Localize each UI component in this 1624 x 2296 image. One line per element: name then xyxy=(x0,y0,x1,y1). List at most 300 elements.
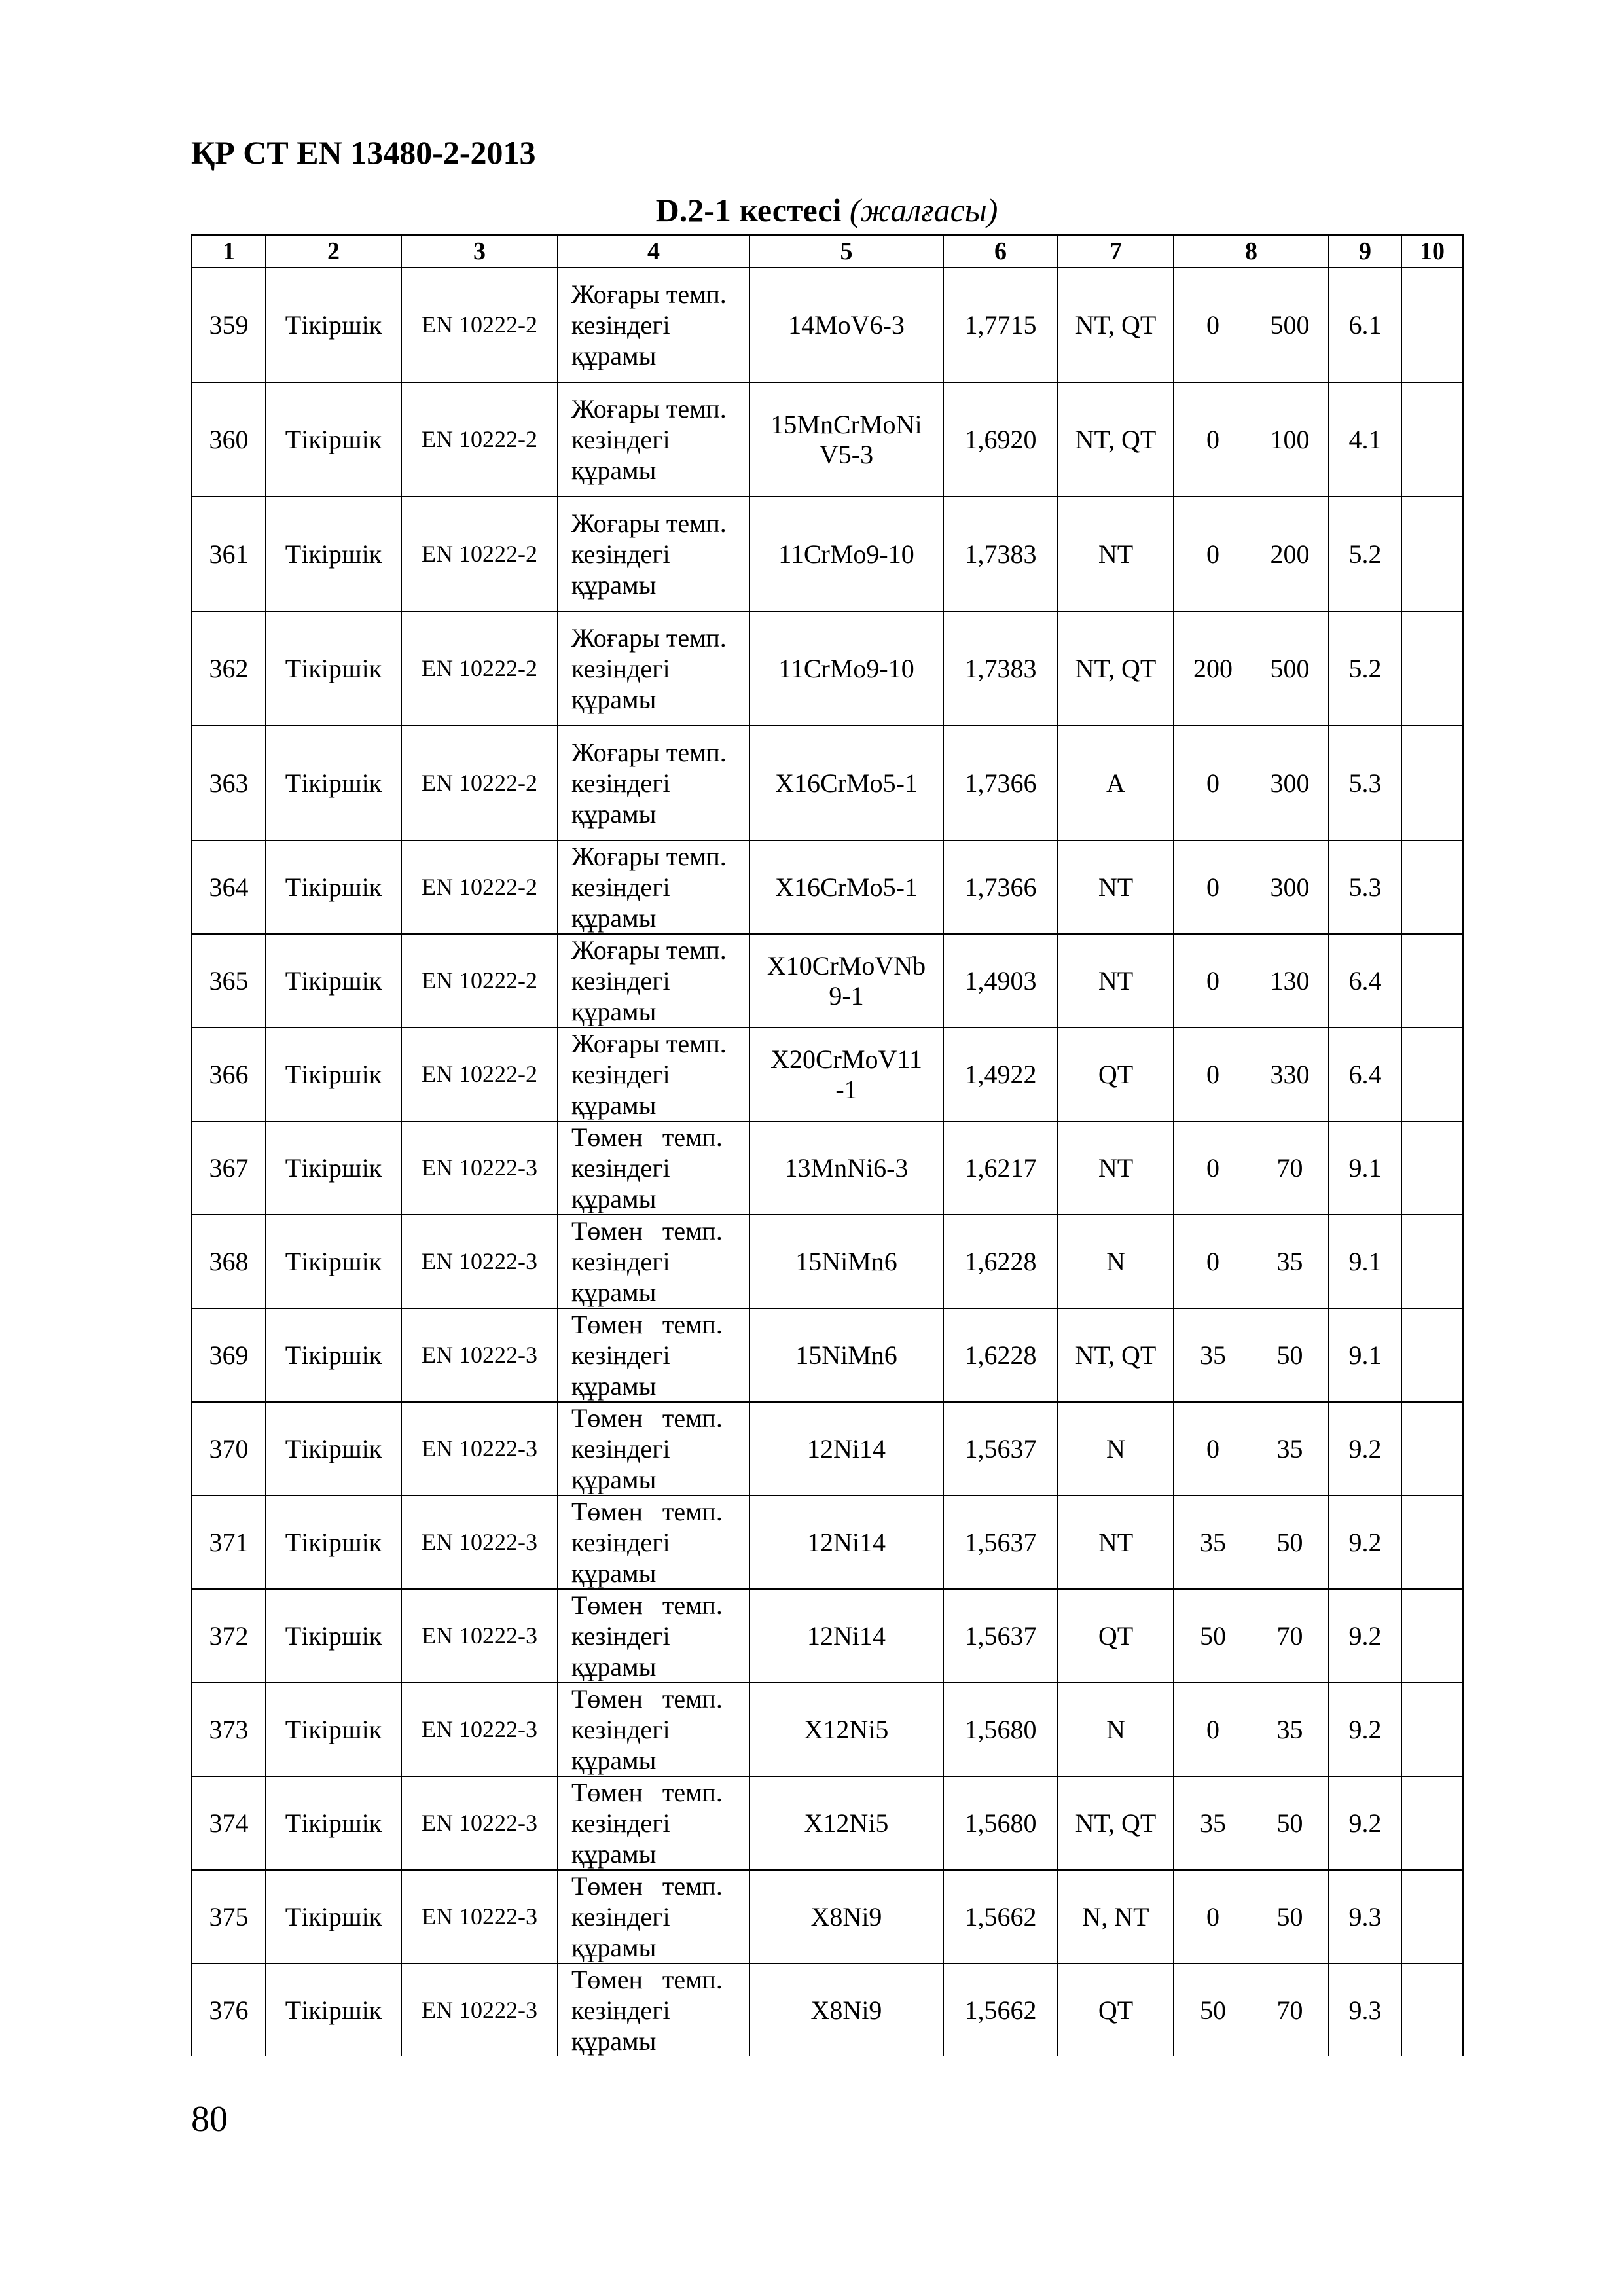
material-name xyxy=(749,840,943,934)
thickness-max: 50 xyxy=(1252,1308,1329,1402)
row-number: 367 xyxy=(192,1121,266,1215)
material-name xyxy=(749,382,943,497)
property-line: Төмен темп. xyxy=(571,1122,723,1152)
property-line: құрамы xyxy=(571,1278,657,1307)
property xyxy=(558,1776,749,1870)
material-name-line: X16CrMo5-1 xyxy=(775,872,918,902)
property-line: Жоғары темп. xyxy=(571,738,727,767)
material-name-line: 9-1 xyxy=(829,980,864,1011)
material-name xyxy=(749,1776,943,1870)
property-line: кезіндегі xyxy=(571,425,670,454)
material-name-line: 11CrMo9-10 xyxy=(778,539,914,569)
material-group: 9.2 xyxy=(1329,1589,1401,1683)
column-number: 7 xyxy=(1058,235,1174,268)
standard: EN 10222-3 xyxy=(401,1683,558,1776)
standard: EN 10222-3 xyxy=(401,1776,558,1870)
material-name-line: X8Ni9 xyxy=(810,1901,882,1931)
material-group: 9.3 xyxy=(1329,1870,1401,1964)
property-line: кезіндегі xyxy=(571,1528,670,1557)
thickness-min: 35 xyxy=(1174,1496,1252,1589)
property-line: кезіндегі xyxy=(571,310,670,340)
column-10 xyxy=(1401,1121,1463,1215)
product-form: Тікіршік xyxy=(266,1589,401,1683)
product-form: Тікіршік xyxy=(266,611,401,726)
material-name xyxy=(749,1308,943,1402)
property-line: Төмен темп. xyxy=(571,1965,723,1994)
product-form: Тікіршік xyxy=(266,1964,401,2056)
property-line: Жоғары темп. xyxy=(571,394,727,423)
column-10 xyxy=(1401,1589,1463,1683)
heat-treatment: NT, QT xyxy=(1058,611,1174,726)
page-number: 80 xyxy=(191,2099,228,2140)
property-line: кезіндегі xyxy=(571,1060,670,1089)
property-line: құрамы xyxy=(571,1465,657,1494)
row-number: 371 xyxy=(192,1496,266,1589)
heat-treatment: QT xyxy=(1058,1028,1174,1121)
table-row xyxy=(192,1496,1463,1589)
product-form: Тікіршік xyxy=(266,1028,401,1121)
material-group: 9.2 xyxy=(1329,1683,1401,1776)
row-number: 364 xyxy=(192,840,266,934)
product-form: Тікіршік xyxy=(266,726,401,840)
table-row xyxy=(192,1964,1463,2056)
table-row xyxy=(192,1028,1463,1121)
property-line: құрамы xyxy=(571,799,657,829)
heat-treatment: QT xyxy=(1058,1964,1174,2056)
column-number: 8 xyxy=(1174,235,1329,268)
thickness-min: 0 xyxy=(1174,1121,1252,1215)
property-line: кезіндегі xyxy=(571,768,670,798)
property xyxy=(558,1964,749,2056)
material-name-line: 12Ni14 xyxy=(807,1621,886,1651)
material-name-line: X20CrMoV11 xyxy=(770,1044,922,1074)
material-name-line: -1 xyxy=(835,1074,857,1104)
material-number: 1,7366 xyxy=(943,726,1058,840)
thickness-min: 35 xyxy=(1174,1308,1252,1402)
material-name-line: 12Ni14 xyxy=(807,1433,886,1463)
column-10 xyxy=(1401,934,1463,1028)
material-number: 1,5662 xyxy=(943,1964,1058,2056)
property-line: құрамы xyxy=(571,1839,657,1869)
property-line: құрамы xyxy=(571,903,657,933)
table-caption-continued: (жалғасы) xyxy=(849,192,998,228)
property xyxy=(558,1589,749,1683)
heat-treatment: N xyxy=(1058,1402,1174,1496)
thickness-max: 500 xyxy=(1252,268,1329,382)
property-line: кезіндегі xyxy=(571,654,670,683)
material-number: 1,6228 xyxy=(943,1215,1058,1308)
thickness-min: 35 xyxy=(1174,1776,1252,1870)
column-number: 2 xyxy=(266,235,401,268)
property-line: құрамы xyxy=(571,570,657,600)
property-line: құрамы xyxy=(571,1746,657,1775)
column-number: 9 xyxy=(1329,235,1401,268)
product-form: Тікіршік xyxy=(266,1496,401,1589)
material-name xyxy=(749,1121,943,1215)
product-form: Тікіршік xyxy=(266,1402,401,1496)
property xyxy=(558,726,749,840)
standard: EN 10222-2 xyxy=(401,1028,558,1121)
row-number: 373 xyxy=(192,1683,266,1776)
material-name-line: 15MnCrMoNi xyxy=(770,409,922,439)
row-number: 362 xyxy=(192,611,266,726)
document-id: ҚР СТ EN 13480-2-2013 xyxy=(191,134,536,171)
table-caption xyxy=(191,194,1462,226)
thickness-max: 35 xyxy=(1252,1215,1329,1308)
property xyxy=(558,840,749,934)
material-number: 1,7715 xyxy=(943,268,1058,382)
standard: EN 10222-3 xyxy=(401,1496,558,1589)
property xyxy=(558,382,749,497)
row-number: 360 xyxy=(192,382,266,497)
property-line: Төмен темп. xyxy=(571,1590,723,1620)
thickness-min: 0 xyxy=(1174,1870,1252,1964)
heat-treatment: NT xyxy=(1058,934,1174,1028)
thickness-max: 70 xyxy=(1252,1121,1329,1215)
property-line: Жоғары темп. xyxy=(571,509,727,538)
thickness-min: 0 xyxy=(1174,382,1252,497)
material-number: 1,7383 xyxy=(943,497,1058,611)
property-line: құрамы xyxy=(571,1371,657,1401)
product-form: Тікіршік xyxy=(266,1215,401,1308)
column-number: 4 xyxy=(558,235,749,268)
row-number: 368 xyxy=(192,1215,266,1308)
thickness-max: 100 xyxy=(1252,382,1329,497)
property-line: құрамы xyxy=(571,1933,657,1962)
table-row xyxy=(192,934,1463,1028)
material-group: 5.3 xyxy=(1329,840,1401,934)
row-number: 374 xyxy=(192,1776,266,1870)
material-number: 1,4922 xyxy=(943,1028,1058,1121)
property-line: кезіндегі xyxy=(571,539,670,569)
table-caption-main: D.2-1 кестесі xyxy=(655,192,842,228)
material-group: 9.2 xyxy=(1329,1496,1401,1589)
heat-treatment: NT xyxy=(1058,1121,1174,1215)
material-group: 9.1 xyxy=(1329,1308,1401,1402)
thickness-min: 0 xyxy=(1174,268,1252,382)
material-name-line: 15NiMn6 xyxy=(795,1340,897,1370)
material-group: 6.4 xyxy=(1329,934,1401,1028)
material-group: 5.2 xyxy=(1329,497,1401,611)
material-number: 1,5662 xyxy=(943,1870,1058,1964)
material-number: 1,5680 xyxy=(943,1683,1058,1776)
standard: EN 10222-3 xyxy=(401,1589,558,1683)
table-body xyxy=(192,235,1463,2056)
standard: EN 10222-2 xyxy=(401,268,558,382)
table-row xyxy=(192,1683,1463,1776)
property-line: құрамы xyxy=(571,1652,657,1681)
product-form: Тікіршік xyxy=(266,934,401,1028)
standard: EN 10222-2 xyxy=(401,497,558,611)
data-table xyxy=(191,234,1464,2056)
material-name xyxy=(749,611,943,726)
column-10 xyxy=(1401,1776,1463,1870)
property xyxy=(558,934,749,1028)
material-name xyxy=(749,1496,943,1589)
column-number-row xyxy=(192,235,1463,268)
product-form: Тікіршік xyxy=(266,497,401,611)
column-10 xyxy=(1401,726,1463,840)
material-group: 5.3 xyxy=(1329,726,1401,840)
thickness-min: 200 xyxy=(1174,611,1252,726)
property xyxy=(558,1683,749,1776)
column-10 xyxy=(1401,382,1463,497)
material-number: 1,5637 xyxy=(943,1589,1058,1683)
column-10 xyxy=(1401,1215,1463,1308)
material-group: 9.2 xyxy=(1329,1402,1401,1496)
row-number: 361 xyxy=(192,497,266,611)
row-number: 366 xyxy=(192,1028,266,1121)
heat-treatment: N, NT xyxy=(1058,1870,1174,1964)
material-name xyxy=(749,497,943,611)
row-number: 370 xyxy=(192,1402,266,1496)
row-number: 365 xyxy=(192,934,266,1028)
material-number: 1,5637 xyxy=(943,1496,1058,1589)
thickness-max: 35 xyxy=(1252,1683,1329,1776)
material-name-line: X8Ni9 xyxy=(810,1995,882,2025)
property-line: құрамы xyxy=(571,997,657,1026)
column-10 xyxy=(1401,1964,1463,2056)
property xyxy=(558,1121,749,1215)
material-group: 4.1 xyxy=(1329,382,1401,497)
standard: EN 10222-2 xyxy=(401,382,558,497)
standard: EN 10222-2 xyxy=(401,726,558,840)
property-line: кезіндегі xyxy=(571,1153,670,1183)
column-number: 6 xyxy=(943,235,1058,268)
thickness-min: 0 xyxy=(1174,726,1252,840)
heat-treatment: NT, QT xyxy=(1058,268,1174,382)
heat-treatment: NT xyxy=(1058,497,1174,611)
product-form: Тікіршік xyxy=(266,1776,401,1870)
thickness-max: 330 xyxy=(1252,1028,1329,1121)
table-row xyxy=(192,1121,1463,1215)
property-line: кезіндегі xyxy=(571,966,670,996)
property xyxy=(558,497,749,611)
material-name xyxy=(749,1964,943,2056)
product-form: Тікіршік xyxy=(266,268,401,382)
property-line: құрамы xyxy=(571,2026,657,2056)
row-number: 372 xyxy=(192,1589,266,1683)
column-10 xyxy=(1401,611,1463,726)
thickness-max: 300 xyxy=(1252,726,1329,840)
column-10 xyxy=(1401,1870,1463,1964)
property xyxy=(558,1402,749,1496)
table-row xyxy=(192,1589,1463,1683)
product-form: Тікіршік xyxy=(266,1308,401,1402)
property-line: кезіндегі xyxy=(571,872,670,902)
heat-treatment: N xyxy=(1058,1683,1174,1776)
column-10 xyxy=(1401,268,1463,382)
product-form: Тікіршік xyxy=(266,1683,401,1776)
material-number: 1,4903 xyxy=(943,934,1058,1028)
material-name xyxy=(749,934,943,1028)
table-row xyxy=(192,1215,1463,1308)
material-number: 1,7383 xyxy=(943,611,1058,726)
material-name xyxy=(749,1589,943,1683)
property xyxy=(558,611,749,726)
table-row xyxy=(192,497,1463,611)
standard: EN 10222-3 xyxy=(401,1870,558,1964)
thickness-max: 70 xyxy=(1252,1589,1329,1683)
property-line: құрамы xyxy=(571,1184,657,1213)
thickness-min: 50 xyxy=(1174,1589,1252,1683)
column-10 xyxy=(1401,497,1463,611)
heat-treatment: QT xyxy=(1058,1589,1174,1683)
standard: EN 10222-2 xyxy=(401,611,558,726)
material-number: 1,5680 xyxy=(943,1776,1058,1870)
property-line: құрамы xyxy=(571,456,657,485)
material-name xyxy=(749,726,943,840)
standard: EN 10222-3 xyxy=(401,1215,558,1308)
heat-treatment: NT xyxy=(1058,840,1174,934)
property-line: Жоғары темп. xyxy=(571,1029,727,1058)
heat-treatment: NT, QT xyxy=(1058,382,1174,497)
property-line: Төмен темп. xyxy=(571,1403,723,1433)
row-number: 359 xyxy=(192,268,266,382)
heat-treatment: NT, QT xyxy=(1058,1308,1174,1402)
column-number: 1 xyxy=(192,235,266,268)
standard: EN 10222-3 xyxy=(401,1121,558,1215)
product-form: Тікіршік xyxy=(266,1870,401,1964)
property-line: құрамы xyxy=(571,685,657,714)
column-number: 5 xyxy=(749,235,943,268)
property-line: Төмен темп. xyxy=(571,1778,723,1807)
material-number: 1,7366 xyxy=(943,840,1058,934)
material-name-line: X10CrMoVNb xyxy=(767,950,926,980)
thickness-min: 0 xyxy=(1174,1215,1252,1308)
material-name-line: V5-3 xyxy=(819,439,874,469)
thickness-min: 0 xyxy=(1174,1683,1252,1776)
material-name-line: 15NiMn6 xyxy=(795,1246,897,1276)
property-line: Жоғары темп. xyxy=(571,842,727,871)
column-10 xyxy=(1401,1028,1463,1121)
table-row xyxy=(192,840,1463,934)
property-line: кезіндегі xyxy=(571,1621,670,1651)
material-number: 1,6217 xyxy=(943,1121,1058,1215)
standard: EN 10222-2 xyxy=(401,840,558,934)
thickness-min: 50 xyxy=(1174,1964,1252,2056)
property-line: кезіндегі xyxy=(571,1340,670,1370)
row-number: 376 xyxy=(192,1964,266,2056)
property-line: құрамы xyxy=(571,1558,657,1588)
material-group: 9.1 xyxy=(1329,1121,1401,1215)
property-line: Төмен темп. xyxy=(571,1310,723,1339)
material-name-line: 14MoV6-3 xyxy=(788,310,905,340)
table-row xyxy=(192,1402,1463,1496)
material-group: 6.1 xyxy=(1329,268,1401,382)
property-line: кезіндегі xyxy=(571,1715,670,1744)
material-name xyxy=(749,268,943,382)
material-name-line: 12Ni14 xyxy=(807,1527,886,1557)
table-row xyxy=(192,611,1463,726)
standard: EN 10222-2 xyxy=(401,934,558,1028)
property-line: кезіндегі xyxy=(571,1808,670,1838)
thickness-min: 0 xyxy=(1174,1028,1252,1121)
property-line: Жоғары темп. xyxy=(571,935,727,965)
thickness-max: 200 xyxy=(1252,497,1329,611)
column-10 xyxy=(1401,1683,1463,1776)
table-row xyxy=(192,726,1463,840)
column-10 xyxy=(1401,840,1463,934)
material-number: 1,5637 xyxy=(943,1402,1058,1496)
thickness-min: 0 xyxy=(1174,1402,1252,1496)
material-group: 9.1 xyxy=(1329,1215,1401,1308)
property-line: құрамы xyxy=(571,1090,657,1120)
table-row xyxy=(192,268,1463,382)
thickness-max: 70 xyxy=(1252,1964,1329,2056)
standard: EN 10222-3 xyxy=(401,1402,558,1496)
property-line: Төмен темп. xyxy=(571,1871,723,1901)
material-name xyxy=(749,1215,943,1308)
thickness-min: 0 xyxy=(1174,840,1252,934)
thickness-max: 50 xyxy=(1252,1776,1329,1870)
column-10 xyxy=(1401,1402,1463,1496)
product-form: Тікіршік xyxy=(266,382,401,497)
thickness-max: 130 xyxy=(1252,934,1329,1028)
heat-treatment: N xyxy=(1058,1215,1174,1308)
property xyxy=(558,1215,749,1308)
material-group: 9.2 xyxy=(1329,1776,1401,1870)
thickness-min: 0 xyxy=(1174,934,1252,1028)
material-name xyxy=(749,1028,943,1121)
column-10 xyxy=(1401,1496,1463,1589)
thickness-max: 500 xyxy=(1252,611,1329,726)
material-name-line: X16CrMo5-1 xyxy=(775,768,918,798)
standard: EN 10222-3 xyxy=(401,1308,558,1402)
material-name xyxy=(749,1870,943,1964)
material-group: 6.4 xyxy=(1329,1028,1401,1121)
property-line: кезіндегі xyxy=(571,1902,670,1931)
property-line: Төмен темп. xyxy=(571,1684,723,1713)
thickness-max: 35 xyxy=(1252,1402,1329,1496)
heat-treatment: A xyxy=(1058,726,1174,840)
material-name-line: X12Ni5 xyxy=(804,1808,889,1838)
material-number: 1,6228 xyxy=(943,1308,1058,1402)
property-line: кезіндегі xyxy=(571,1996,670,2025)
material-group: 5.2 xyxy=(1329,611,1401,726)
product-form: Тікіршік xyxy=(266,1121,401,1215)
row-number: 375 xyxy=(192,1870,266,1964)
property xyxy=(558,1496,749,1589)
heat-treatment: NT xyxy=(1058,1496,1174,1589)
material-name xyxy=(749,1683,943,1776)
column-number: 10 xyxy=(1401,235,1463,268)
material-group: 9.3 xyxy=(1329,1964,1401,2056)
table-row xyxy=(192,382,1463,497)
row-number: 363 xyxy=(192,726,266,840)
table-row xyxy=(192,1308,1463,1402)
standard: EN 10222-3 xyxy=(401,1964,558,2056)
property-line: Төмен темп. xyxy=(571,1216,723,1246)
material-number: 1,6920 xyxy=(943,382,1058,497)
row-number: 369 xyxy=(192,1308,266,1402)
material-name-line: 13MnNi6-3 xyxy=(784,1153,909,1183)
column-10 xyxy=(1401,1308,1463,1402)
property xyxy=(558,1308,749,1402)
material-name-line: X12Ni5 xyxy=(804,1714,889,1744)
property-line: құрамы xyxy=(571,341,657,370)
property xyxy=(558,1870,749,1964)
material-name xyxy=(749,1402,943,1496)
property xyxy=(558,268,749,382)
property-line: кезіндегі xyxy=(571,1434,670,1463)
heat-treatment: NT, QT xyxy=(1058,1776,1174,1870)
product-form: Тікіршік xyxy=(266,840,401,934)
table-row xyxy=(192,1870,1463,1964)
property-line: Жоғары темп. xyxy=(571,279,727,309)
property xyxy=(558,1028,749,1121)
thickness-max: 50 xyxy=(1252,1870,1329,1964)
